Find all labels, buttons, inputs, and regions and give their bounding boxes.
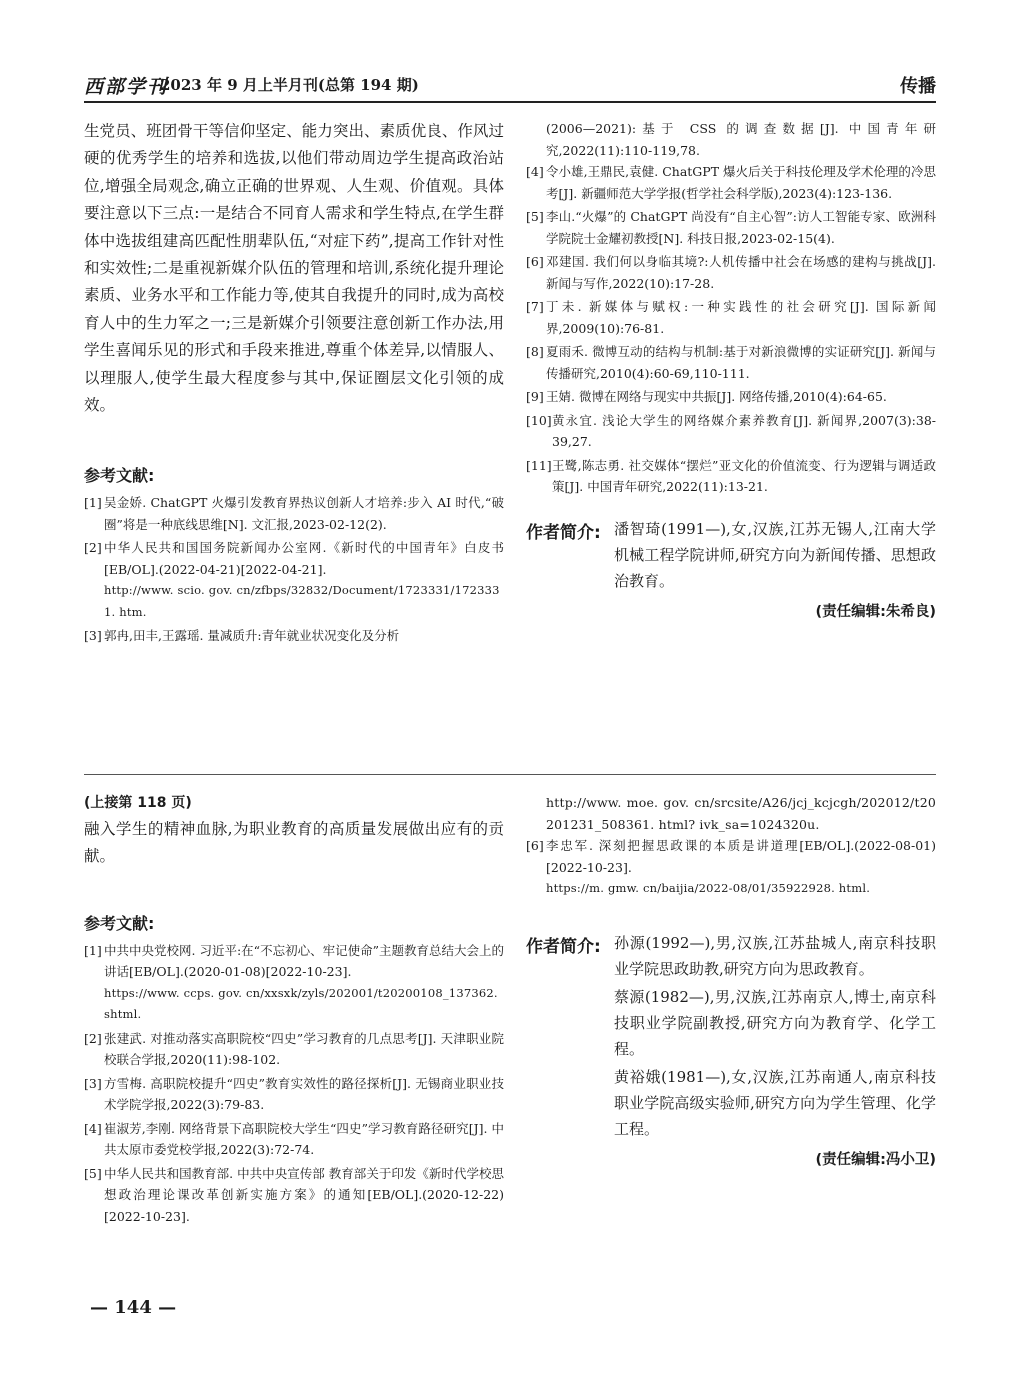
reference-item: [8] 夏雨禾. 微博互动的结构与机制:基于对新浪微博的实证研究[J]. 新闻与传播研究,2010(4):60-69,110-111.	[526, 344, 936, 381]
page-header	[84, 70, 936, 98]
author-bio-text: 黄裕娥(1981—),女,汉族,江苏南通人,南京科技职业学院高级实验师,研究方向为学生管理、化学工程。	[614, 1067, 936, 1138]
reference-item: [2] 中华人民共和国国务院新闻办公室网.《新时代的中国青年》白皮书[EB/OL].(2022-04-21)[2022-04-21]. http://www. scio. gov. cn/zfbps/32832/Document/1723331/1723331. htm.	[84, 537, 504, 623]
reference-item: [5] 中华人民共和国教育部. 中共中央宣传部 教育部关于印发《新时代学校思想政治理论课改革创新实施方案》的通知[EB/OL].(2020-12-22)[2022-10-23].	[84, 1165, 504, 1224]
top-left-column	[84, 118, 504, 649]
reference-item: [5] 李山.“火爆”的 ChatGPT 尚没有“自主心智”:访人工智能专家、欧洲科学院院士金耀初教授[N]. 科技日报,2023-02-15(4).	[526, 209, 936, 246]
responsible-editor: (责任编辑:朱希良)	[815, 603, 936, 620]
reference-item: [2] 张建武. 对推动落实高职院校“四史”学习教育的几点思考[J]. 天津职业院校联合学报,2020(11):98-102.	[84, 1030, 504, 1068]
responsible-editor: (责任编辑:冯小卫)	[815, 1151, 936, 1168]
author-bio-text: 蔡源(1982—),男,汉族,江苏南京人,博士,南京科技职业学院副教授,研究方向为教育学、化学工程。	[614, 987, 936, 1058]
body-paragraph: 融入学生的精神血脉,为职业教育的高质量发展做出应有的贡献。	[84, 820, 504, 866]
author-bio	[526, 516, 936, 594]
reference-continuation: (2006—2021):基于 CSS 的调查数据[J]. 中国青年研究,2022(11):110-119,78.	[546, 121, 936, 158]
reference-url: https://www. ccps. gov. cn/xxsxk/zyls/202001/t20200108_137362. shtml.	[104, 985, 498, 1022]
author-bio-text: 孙源(1992—),男,汉族,江苏盐城人,南京科技职业学院思政助教,研究方向为思政教育。	[614, 933, 936, 978]
references-list	[526, 161, 936, 498]
section-name: 传播	[900, 76, 936, 97]
reference-item: [11] 王鹭,陈志勇. 社交媒体“摆烂”亚文化的价值流变、行为逻辑与调适政策[J]. 中国青年研究,2022(11):13-21.	[526, 457, 936, 494]
reference-item: [3] 方雪梅. 高职院校提升“四史”教育实效性的路径探析[J]. 无锡商业职业技术学院学报,2022(3):79-83.	[84, 1075, 504, 1113]
author-bio-label: 作者简介:	[526, 936, 601, 957]
reference-item: [4] 令小雄,王鼎民,袁健. ChatGPT 爆火后关于科技伦理及学术伦理的冷思考[J]. 新疆师范大学学报(哲学社会科学版),2023(4):123-136.	[526, 164, 936, 201]
author-bio-text: 潘智琦(1991—),女,汉族,江苏无锡人,江南大学机械工程学院讲师,研究方向为新闻传播、思想政治教育。	[614, 519, 936, 590]
reference-item: [6] 李忠军. 深刻把握思政课的本质是讲道理[EB/OL].(2022-08-01)[2022-10-23]. https://m. gmw. cn/baijia/2022-08/01/35922928. html.	[526, 835, 936, 900]
page-number: — 144 —	[90, 1297, 177, 1318]
continued-from-note: (上接第 118 页)	[84, 795, 192, 811]
reference-item: [9] 王婧. 微博在网络与现实中共振[J]. 网络传播,2010(4):64-65.	[526, 389, 887, 404]
issue-info: 2023 年 9 月上半月刊(总第 194 期)	[160, 76, 419, 94]
author-bio	[526, 930, 936, 1142]
bottom-left-column	[84, 792, 504, 1229]
references-list	[84, 940, 504, 1228]
journal-name: 西部学刊	[84, 76, 169, 98]
reference-item: [3] 郭冉,田丰,王露瑶. 量减质升:青年就业状况变化及分析	[84, 628, 400, 644]
reference-item: [1] 吴金娇. ChatGPT 火爆引发教育界热议创新人才培养:步入 AI 时代,“破圈”将是一种底线思维[N]. 文汇报,2023-02-12(2).	[84, 495, 504, 532]
article-divider	[84, 774, 936, 775]
reference-item: [6] 邓建国. 我们何以身临其境?:人机传播中社会在场感的建构与挑战[J]. 新闻与写作,2022(10):17-28.	[526, 254, 936, 291]
references-heading: 参考文献:	[84, 913, 155, 933]
reference-item: [10] 黄永宜. 浅论大学生的网络媒介素养教育[J]. 新闻界,2007(3):38-39,27.	[526, 412, 936, 449]
references-list	[526, 835, 936, 900]
reference-url-continuation: http://www. moe. gov. cn/srcsite/A26/jcj_kcjcgh/202012/t20201231_508361. html? ivk_sa=1024320u.	[546, 795, 936, 832]
author-bio-label: 作者简介:	[526, 522, 601, 543]
references-list	[84, 492, 504, 647]
reference-url: http://www. scio. gov. cn/zfbps/32832/Document/1723331/1723331. htm.	[104, 583, 500, 619]
reference-item: [1] 中共中央党校网. 习近平:在“不忘初心、牢记使命”主题教育总结大会上的讲话[EB/OL].(2020-01-08)[2022-10-23]. https://www. ccps. gov. cn/xxsxk/zyls/202001/t20200108_137362. shtml.	[84, 940, 504, 1026]
reference-item: [4] 崔淑芳,李刚. 网络背景下高职院校大学生“四史”学习教育路径研究[J]. 中共太原市委党校学报,2022(3):72-74.	[84, 1120, 504, 1158]
reference-url: https://m. gmw. cn/baijia/2022-08/01/35922928. html.	[546, 881, 871, 895]
body-paragraph: 生党员、班团骨干等信仰坚定、能力突出、素质优良、作风过硬的优秀学生的培养和选拔,以他们带动周边学生提高政治站位,增强全局观念,确立正确的世界观、人生观、价值观。具体要注意以下三点:一是结合不同育人需求和学生特点,在学生群体中选拔组建高匹配性朋辈队伍,“对症下药”,提高工作针对性和实效性;二是重视新媒介队伍的管理和培训,系统化提升理论素质、业务水平和工作能力等,使其自我提升的同时,成为高校育人中的生力军之一;三是新媒介引领要注意创新工作办法,用学生喜闻乐见的形式和手段来推进,尊重个体差异,以情服人、以理服人,使学生最大程度参与其中,保证圈层文化引领的成效。	[84, 122, 504, 415]
bottom-right-column	[526, 792, 936, 1169]
header-rule	[84, 101, 936, 103]
references-heading: 参考文献:	[84, 466, 155, 486]
top-right-column	[526, 118, 936, 621]
reference-item: [7] 丁未. 新媒体与赋权:一种实践性的社会研究[J]. 国际新闻界,2009(10):76-81.	[526, 299, 936, 336]
